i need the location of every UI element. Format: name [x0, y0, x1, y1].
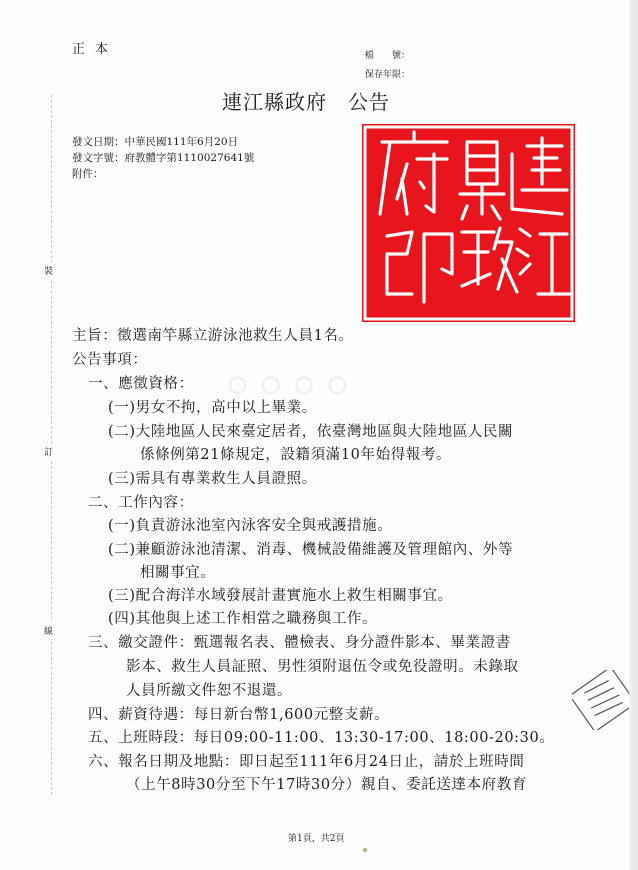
notice-heading: 公告事項： — [72, 352, 148, 368]
paragraph-continuation: 人員所繳文件恕不退還。 — [126, 683, 293, 699]
list-item: (三)配合海洋水域發展計畫實施水上救生相關事宜。 — [108, 588, 453, 604]
attachment-label: 附件： — [72, 168, 104, 180]
binding-mark-2: 訂 — [44, 443, 53, 460]
list-item: (三)需具有專業救生人員證照。 — [108, 471, 317, 487]
issue-date: 發文日期：中華民國111年6月20日 — [72, 136, 239, 148]
partial-edge-stamp — [572, 670, 632, 730]
list-item-continuation: 係條例第21條規定，設籍須滿10年始得報考。 — [140, 447, 452, 463]
file-number-label: 檔 號： — [365, 51, 411, 61]
copy-mark: 正本 — [72, 42, 119, 57]
subject-line: 主旨：徵選南竿縣立游泳池救生人員1名。 — [72, 328, 354, 344]
section-heading: 二、工作內容： — [88, 495, 194, 511]
list-item: (一)男女不拘，高中以上畢業。 — [108, 400, 317, 416]
section-heading: 四、薪資待遇：每日新台幣1,600元整支薪。 — [88, 707, 390, 723]
document-number: 發文字號：府教體字第1110027641號 — [72, 152, 255, 164]
list-item: (二)大陸地區人民來臺定居者，依臺灣地區與大陸地區人民關 — [108, 424, 514, 440]
page-edge-shadow — [629, 0, 638, 870]
seal-graphic — [362, 124, 575, 322]
section-heading: 五、上班時段：每日09:00-11:00、13:30-17:00、18:00-20:30。 — [88, 730, 555, 746]
paragraph-continuation: 影本、救生人員証照、男性須附退伍令或免役證明。未錄取 — [126, 659, 519, 675]
retention-period-label: 保存年限： — [365, 70, 411, 80]
list-item-continuation: 相關事宜。 — [140, 565, 216, 581]
official-seal — [362, 124, 575, 322]
page-number: 第1頁，共2頁 — [288, 834, 345, 844]
binding-mark-3: 線 — [44, 622, 53, 639]
list-item: (一)負責游泳池室內泳客安全與戒護措施。 — [108, 518, 393, 534]
binding-mark-1: 裝 — [44, 262, 53, 279]
document-title: 連江縣政府 公告 — [222, 90, 390, 114]
list-item: (二)兼顧游泳池清潔、消毒、機械設備維護及管理館內、外等 — [108, 542, 514, 558]
section-heading: 三、繳交證件：甄選報名表、體檢表、身分證件影本、畢業證書 — [88, 635, 511, 651]
list-item: (四)其他與上述工作相當之職務與工作。 — [108, 611, 378, 627]
section-heading: 一、應徵資格： — [88, 376, 194, 392]
paragraph-continuation: （上午8時30分至下午17時30分）親自、委託送達本府教育 — [126, 777, 527, 793]
scan-speck — [363, 848, 367, 852]
faint-stamp-impression: ○○○○ — [228, 372, 361, 397]
section-heading: 六、報名日期及地點：即日起至111年6月24日止，請於上班時間 — [88, 754, 525, 770]
